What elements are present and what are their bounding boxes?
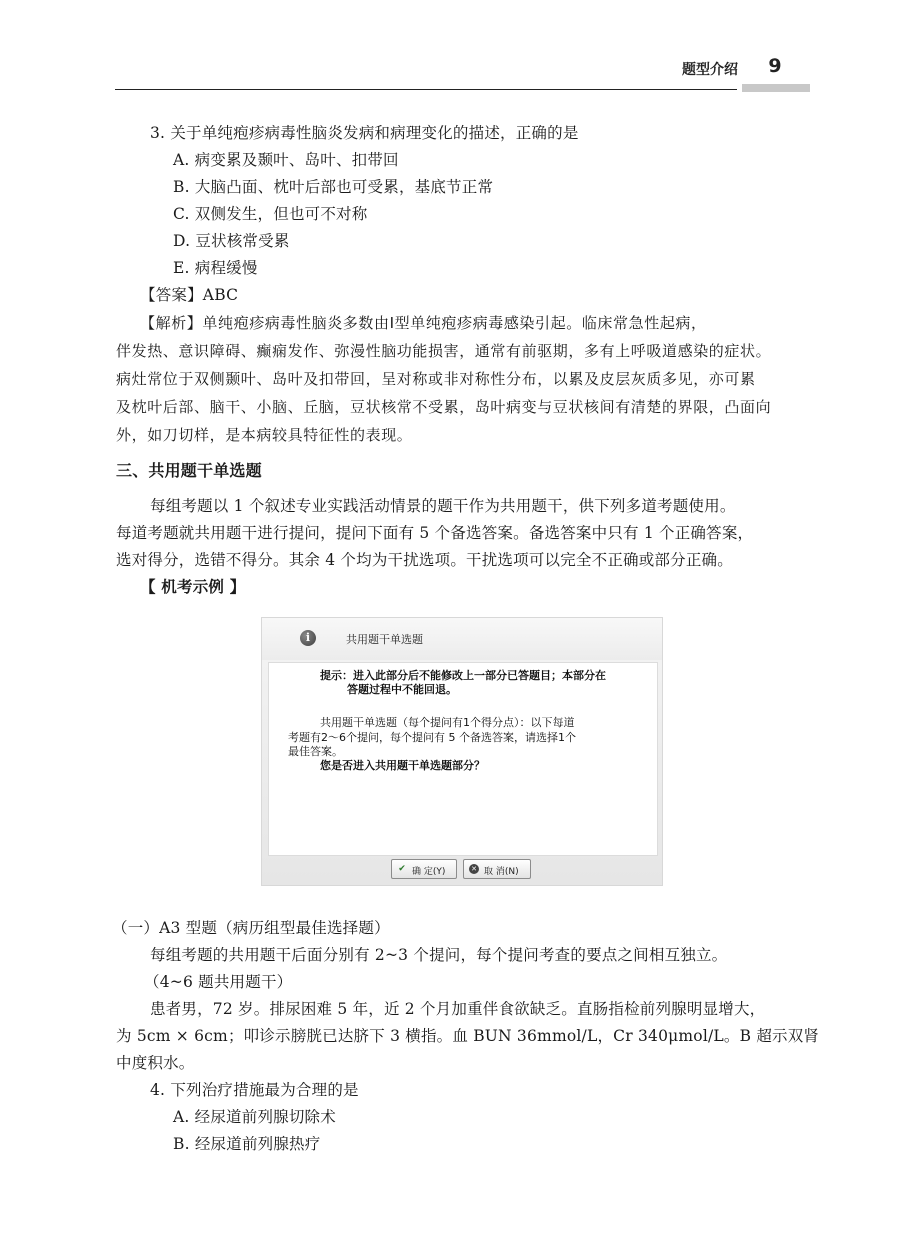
section-heading: 三、共用题干单选题: [116, 461, 262, 480]
q3-analysis-line: 伴发热、意识障碍、癫痫发作、弥漫性脑功能损害，通常有前驱期，多有上呼吸道感染的症状。: [116, 342, 772, 360]
dialog-titlebar: [262, 618, 662, 660]
q4-option-a: A. 经尿道前列腺切除术: [173, 1108, 336, 1126]
q3-analysis-line: 及枕叶后部、脑干、小脑、丘脑，豆状核常不受累，岛叶病变与豆状核间有清楚的界限，凸面向: [116, 398, 772, 416]
dialog-description: 共用题干单选题（每个提问有1个得分点）：以下每道: [320, 716, 575, 729]
cancel-button[interactable]: [463, 859, 531, 879]
confirm-button[interactable]: [391, 859, 457, 879]
q3-option-c: C. 双侧发生，但也可不对称: [173, 205, 368, 223]
case-group-label: （4~6 题共用题干）: [144, 973, 293, 991]
case-text-line: 为 5cm × 6cm；叩诊示膀胱已达脐下 3 横指。血 BUN 36mmol/L，Cr 340μmol/L。B 超示双肾: [116, 1027, 820, 1045]
exam-dialog-screenshot: [262, 618, 662, 885]
dialog-description: 考题有2～6个提问，每个提问有 5 个备选答案，请选择1个: [288, 731, 576, 744]
dialog-description: 最佳答案。: [288, 745, 343, 758]
section-intro-line: 每组考题以 1 个叙述专业实践活动情景的题干作为共用题干，供下列多道考题使用。: [150, 497, 736, 515]
cancel-icon: ✕: [469, 864, 479, 874]
q3-stem: 3. 关于单纯疱疹病毒性脑炎发病和病理变化的描述，正确的是: [150, 124, 579, 142]
a3-intro: 每组考题的共用题干后面分别有 2~3 个提问，每个提问考查的要点之间相互独立。: [150, 946, 728, 964]
q3-option-e: E. 病程缓慢: [173, 259, 258, 277]
case-text-line: 患者男，72 岁。排尿困难 5 年，近 2 个月加重伴食欲缺乏。直肠指检前列腺明显增大，: [150, 1000, 766, 1018]
dialog-title: 共用题干单选题: [346, 633, 423, 646]
confirm-button-label: 确 定(Y): [412, 867, 446, 877]
q3-option-d: D. 豆状核常受累: [173, 232, 290, 250]
dialog-body: [268, 662, 658, 856]
page-number: 9: [768, 55, 782, 77]
q3-analysis-line: 外，如刀切样，是本病较具特征性的表现。: [116, 426, 413, 444]
example-label: 【 机考示例 】: [140, 578, 246, 596]
a3-heading: （一）A3 型题（病历组型最佳选择题）: [112, 919, 390, 937]
section-intro-line: 每道考题就共用题干进行提问，提问下面有 5 个备选答案。备选答案中只有 1 个正确答案，: [116, 524, 754, 542]
check-icon: ✔: [398, 864, 406, 874]
header-bar: [742, 84, 810, 92]
q4-stem: 4. 下列治疗措施最为合理的是: [150, 1081, 359, 1099]
dialog-tip: 提示：进入此部分后不能修改上一部分已答题目；本部分在: [320, 669, 606, 682]
q3-analysis-line: 【解析】单纯疱疹病毒性脑炎多数由Ⅰ型单纯疱疹病毒感染引起。临床常急性起病，: [140, 314, 707, 332]
dialog-question: 您是否进入共用题干单选题部分？: [320, 759, 485, 772]
dialog-tip: 答题过程中不能回退。: [347, 683, 457, 696]
q3-option-b: B. 大脑凸面、枕叶后部也可受累，基底节正常: [173, 178, 494, 196]
case-text-line: 中度积水。: [116, 1054, 195, 1072]
header-rule: [115, 89, 737, 90]
running-header-title: 题型介绍: [682, 62, 738, 78]
q3-analysis-line: 病灶常位于双侧颞叶、岛叶及扣带回，呈对称或非对称性分布，以累及皮层灰质多见，亦可累: [116, 370, 756, 388]
cancel-button-label: 取 消(N): [484, 867, 519, 877]
info-icon: i: [300, 630, 316, 646]
q3-answer: 【答案】ABC: [140, 286, 239, 304]
q3-option-a: A. 病变累及颞叶、岛叶、扣带回: [173, 151, 399, 169]
section-intro-line: 选对得分，选错不得分。其余 4 个均为干扰选项。干扰选项可以完全不正确或部分正确。: [116, 551, 733, 569]
q4-option-b: B. 经尿道前列腺热疗: [173, 1135, 321, 1153]
